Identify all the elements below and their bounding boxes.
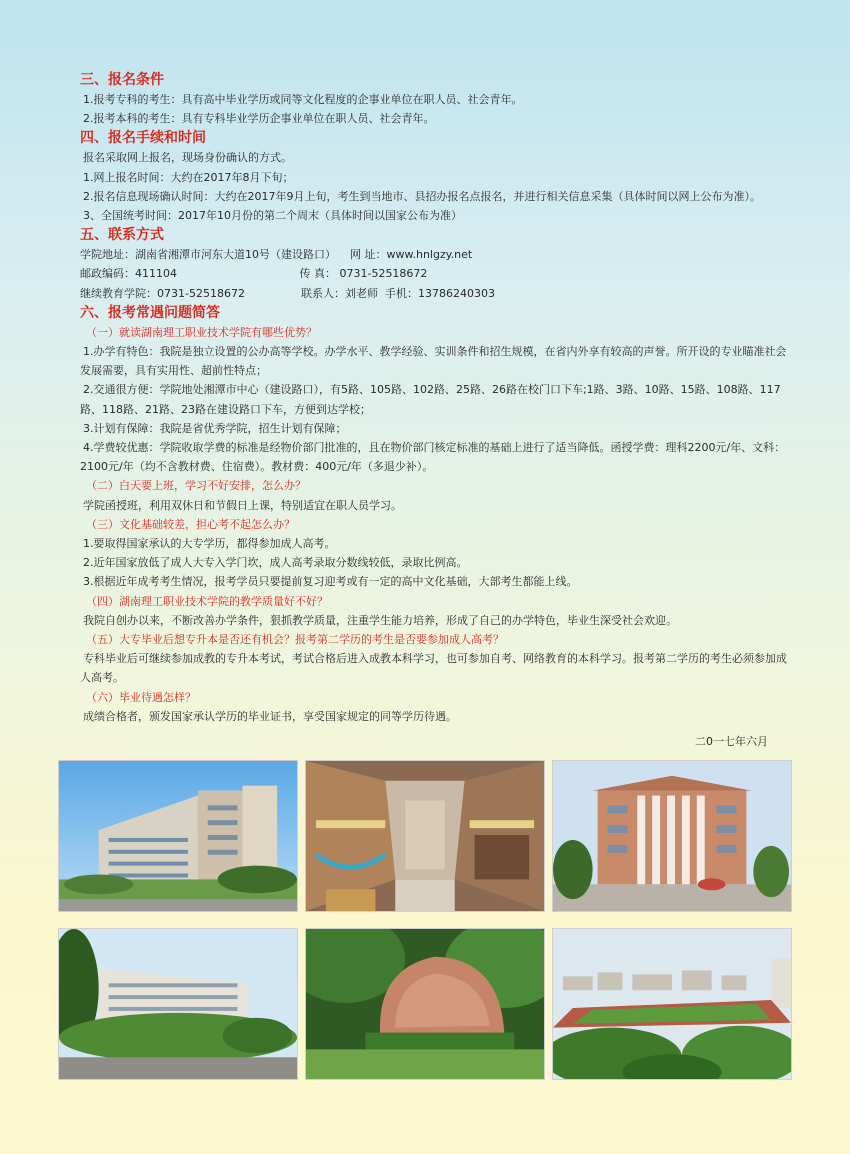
website: 网 址：www.hnlgzy.net: [350, 248, 473, 262]
faq-answer-line: 学院函授班，利用双休日和节假日上课，特别适宜在职人员学习。: [83, 498, 402, 512]
contact-person: 联系人：刘老师 手机：13786240303: [300, 286, 495, 300]
photo-dormitory-room: [305, 760, 545, 912]
photo-campus-field: [552, 928, 792, 1080]
section-heading-faq: 六、报考常遇问题简答: [80, 304, 220, 321]
procedure-line: 报名采取网上报名，现场身份确认的方式。: [83, 151, 292, 165]
requirement-line: 1.报考专科的考生：具有高中毕业学历或同等文化程度的企事业单位在职人员、社会青年。: [83, 93, 523, 106]
faq-question-3: （三）文化基础较差，担心考不起怎么办？: [86, 517, 295, 531]
procedure-line: 1.网上报名时间：大约在2017年8月下旬；: [83, 170, 294, 184]
section-heading-requirements: 三、报名条件: [80, 72, 164, 88]
faq-question-5: （五）大专毕业后想专升本是否还有机会？报考第二学历的考生是否要参加成人高考？: [86, 633, 504, 647]
faq-answer-line: 4.学费较优惠：学院收取学费的标准是经物价部门批准的，且在物价部门核定标准的基础上进行了适当降低。函授学费：理科2200元/年、文科：2100元/年（均不含教材费、住宿费）。教材费：400元/年（多退少补）。: [80, 441, 786, 474]
issue-date: 二0一七年六月: [695, 735, 768, 749]
faq-answer-line: 1.办学有特色：我院是独立设置的公办高等学校。办学水平、教学经验、实训条件和招生规模，在省内外享有较高的声誉。所开设的专业瞄准社会发展需要，具有实用性、超前性特点；: [80, 345, 787, 378]
faq-answer-line: 2.交通很方便：学院地处湘潭市中心（建设路口），有5路、105路、102路、25路、26路在校门口下车;1路、3路、10路、15路、108路、117路、118路、21路、23路在建设路口下车，方便到达学校；: [80, 383, 781, 416]
contact-row: [80, 284, 796, 303]
phone: 继续教育学院：0731-52518672: [80, 286, 245, 300]
section-heading-contact: 五、联系方式: [80, 227, 164, 244]
faq-answer-line: 3.根据近年成考考生情况，报考学员只要提前复习迎考或有一定的高中文化基础，大部考生都能上线。: [83, 575, 578, 589]
photo-inscribed-stone: [305, 928, 545, 1080]
brochure-content: [80, 70, 796, 751]
section-heading-procedure: 四、报名手续和时间: [80, 130, 206, 147]
campus-photo-grid: [58, 760, 792, 1082]
photo-dorm-building: [58, 928, 298, 1080]
procedure-line: 2.报名信息现场确认时间：大约在2017年9月上旬，考生到当地市、县招办报名点报名，并进行相关信息采集（具体时间以网上公布为准）。: [83, 189, 761, 203]
faq-answer-line: 专科毕业后可继续参加成教的专升本考试，考试合格后进入成教本科学习，也可参加自考、网络教育的本科学习。报考第二学历的考生必须参加成人高考。: [80, 652, 787, 685]
faq-answer-line: 2.近年国家放低了成人大专入学门坎，成人高考录取分数线较低，录取比例高。: [83, 556, 468, 570]
faq-answer-line: 成绩合格者，颁发国家承认学历的毕业证书，享受国家规定的同等学历待遇。: [83, 709, 457, 723]
address: 学院地址：湖南省湘潭市河东大道10号（建设路口）: [80, 248, 336, 262]
postcode: 邮政编码：411104: [80, 267, 177, 281]
faq-answer-line: 我院自创办以来，不断改善办学条件，狠抓教学质量，注重学生能力培养，形成了自己的办学特色，毕业生深受社会欢迎。: [83, 613, 677, 627]
faq-question-1: （一）就读湖南理工职业技术学院有哪些优势？: [86, 325, 317, 339]
requirement-line: 2.报考本科的考生：具有专科毕业学历企事业单位在职人员、社会青年。: [83, 112, 435, 126]
contact-row: [80, 245, 796, 264]
photo-teaching-building: [58, 760, 298, 912]
faq-question-6: （六）毕业待遇怎样？: [86, 690, 196, 704]
contact-row: [80, 264, 796, 283]
procedure-line: 3、全国统考时间：2017年10月份的第二个周末（具体时间以国家公布为准）: [83, 209, 462, 223]
faq-question-2: （二）白天要上班，学习不好安排，怎么办？: [86, 479, 306, 493]
faq-question-4: （四）湖南理工职业技术学院的教学质量好不好？: [86, 594, 328, 608]
fax: 传 真： 0731-52518672: [299, 267, 428, 281]
photo-library-building: [552, 760, 792, 912]
faq-answer-line: 3.计划有保障：我院是省优秀学院，招生计划有保障；: [83, 421, 347, 435]
faq-answer-line: 1.要取得国家承认的大专学历，都得参加成人高考。: [83, 537, 336, 551]
